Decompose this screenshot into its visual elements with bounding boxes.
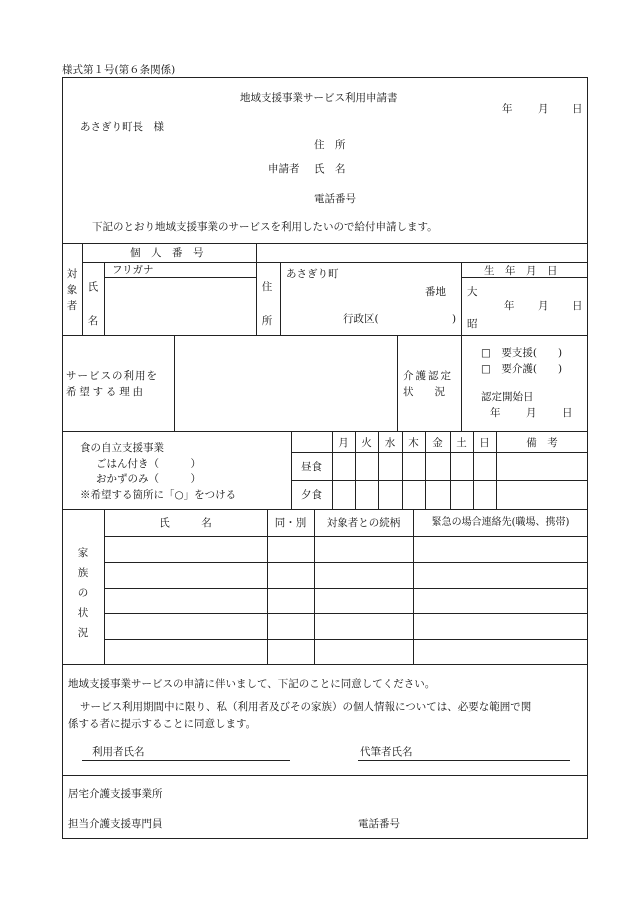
remarks-header: 備 考 (526, 437, 558, 449)
dob-month: 月 (538, 300, 549, 312)
family-header-contact: 緊急の場合連絡先(職場、携帯) (431, 517, 570, 528)
divider (104, 277, 256, 278)
date-day: 日 (572, 103, 583, 115)
subject-row-label: 対象者 (66, 268, 78, 312)
divider (62, 775, 588, 776)
district-field[interactable] (396, 312, 450, 325)
cert-month: 月 (526, 407, 537, 419)
table-row[interactable] (105, 640, 587, 663)
subject-name-field[interactable] (106, 279, 254, 333)
application-statement: 下記のとおり地域支援事業のサービスを利用したいので給付申請します。 (92, 221, 438, 233)
dob-day: 日 (572, 300, 583, 312)
table-row[interactable] (105, 563, 587, 587)
divider (280, 262, 281, 335)
family-header-relation: 対象者との続柄 (326, 517, 401, 529)
consent-body-line2: 係する者に提示することに同意します。 (68, 718, 257, 730)
table-row[interactable] (105, 614, 587, 638)
proxy-name-field[interactable] (358, 760, 570, 761)
day-header: 金 (432, 437, 443, 449)
district-close: ) (452, 313, 457, 325)
divider (291, 452, 588, 453)
date-year: 年 (502, 103, 513, 115)
furigana-field[interactable] (160, 263, 254, 276)
cert-day: 日 (562, 407, 573, 419)
table-row[interactable] (105, 537, 587, 561)
form-title: 地域支援事業サービス利用申請書 (240, 92, 398, 104)
care-manager-label: 担当介護支援専門員 (68, 818, 163, 830)
user-name-field[interactable] (82, 760, 290, 761)
table-row[interactable] (105, 589, 587, 612)
reason-field[interactable] (176, 337, 395, 429)
reason-label-line2: 希望する理由 (66, 386, 146, 398)
care-status-label-line2: 状 況 (403, 386, 445, 398)
support-level-checkbox[interactable]: □ 要支援( ) (481, 347, 563, 359)
divider (62, 431, 588, 432)
family-header-name: 氏 名 (159, 517, 212, 529)
divider (461, 335, 462, 431)
meal-note: ※希望する箇所に「○」をつける (80, 489, 237, 501)
banchi-label: 番地 (425, 286, 446, 298)
divider (62, 509, 588, 510)
day-header: 月 (338, 437, 349, 449)
family-header-cohabit: 同・別 (274, 517, 307, 529)
family-side-label: 家族の状況 (77, 547, 89, 639)
lunch-label: 昼食 (301, 461, 322, 473)
date-month: 月 (538, 103, 549, 115)
applicant-label: 申請者 (268, 163, 300, 175)
applicant-phone-label: 電話番号 (314, 193, 356, 205)
care-status-label-line1: 介護認定 (403, 370, 453, 382)
dob-header: 生 年 月 日 (484, 265, 558, 277)
dinner-label: 夕食 (301, 489, 322, 501)
divider (291, 480, 588, 481)
meal-option-side[interactable]: おかずのみ（ ） (96, 473, 201, 485)
care-level-checkbox[interactable]: □ 要介護( ) (481, 363, 563, 375)
user-name-label: 利用者氏名 (92, 746, 145, 758)
day-header: 水 (384, 437, 396, 449)
day-header: 土 (456, 437, 467, 449)
footer-phone-label: 電話番号 (358, 818, 400, 830)
divider (82, 243, 83, 335)
individual-number-field[interactable] (258, 245, 586, 261)
era-taisho: 大 (467, 286, 478, 298)
meal-program-title: 食の自立支援事業 (80, 442, 164, 454)
meal-option-rice[interactable]: ごはん付き（ ） (96, 458, 201, 470)
day-header: 日 (479, 437, 490, 449)
dob-year: 年 (504, 300, 515, 312)
day-header: 木 (408, 437, 419, 449)
consent-body-line1: サービス利用期間中に限り、私（利用者及びその家族）の個人情報については、必要な範囲で関 (80, 701, 532, 713)
divider (104, 262, 105, 335)
addressee: あさぎり町長 様 (80, 121, 164, 133)
subject-name-label: 氏名 (87, 281, 99, 327)
divider (461, 262, 462, 335)
cert-start-label: 認定開始日 (481, 391, 534, 403)
divider (256, 243, 257, 335)
subject-address-prefix: あさぎり町 (286, 268, 339, 280)
form-number: 様式第１号(第６条関係) (62, 64, 176, 76)
cert-year: 年 (490, 407, 501, 419)
care-office-label: 居宅介護支援事業所 (68, 788, 163, 800)
divider (174, 335, 175, 431)
individual-number-label: 個 人 番 号 (130, 247, 204, 259)
proxy-name-label: 代筆者氏名 (360, 746, 413, 758)
applicant-address-label: 住 所 (314, 139, 346, 151)
reason-label-line1: サービスの利用を (66, 370, 158, 382)
furigana-label: フリガナ (112, 264, 154, 276)
day-header: 火 (361, 437, 372, 449)
divider (461, 277, 588, 278)
subject-address-label: 住所 (261, 281, 273, 327)
divider (62, 335, 588, 336)
district-label: 行政区( (343, 313, 379, 325)
applicant-name-label: 氏 名 (314, 163, 346, 175)
divider (397, 335, 398, 431)
divider (62, 243, 588, 244)
consent-intro: 地域支援事業サービスの申請に伴いまして、下記のことに同意してください。 (68, 678, 436, 690)
divider (62, 664, 588, 665)
divider (82, 262, 588, 263)
era-showa: 昭 (467, 318, 478, 330)
